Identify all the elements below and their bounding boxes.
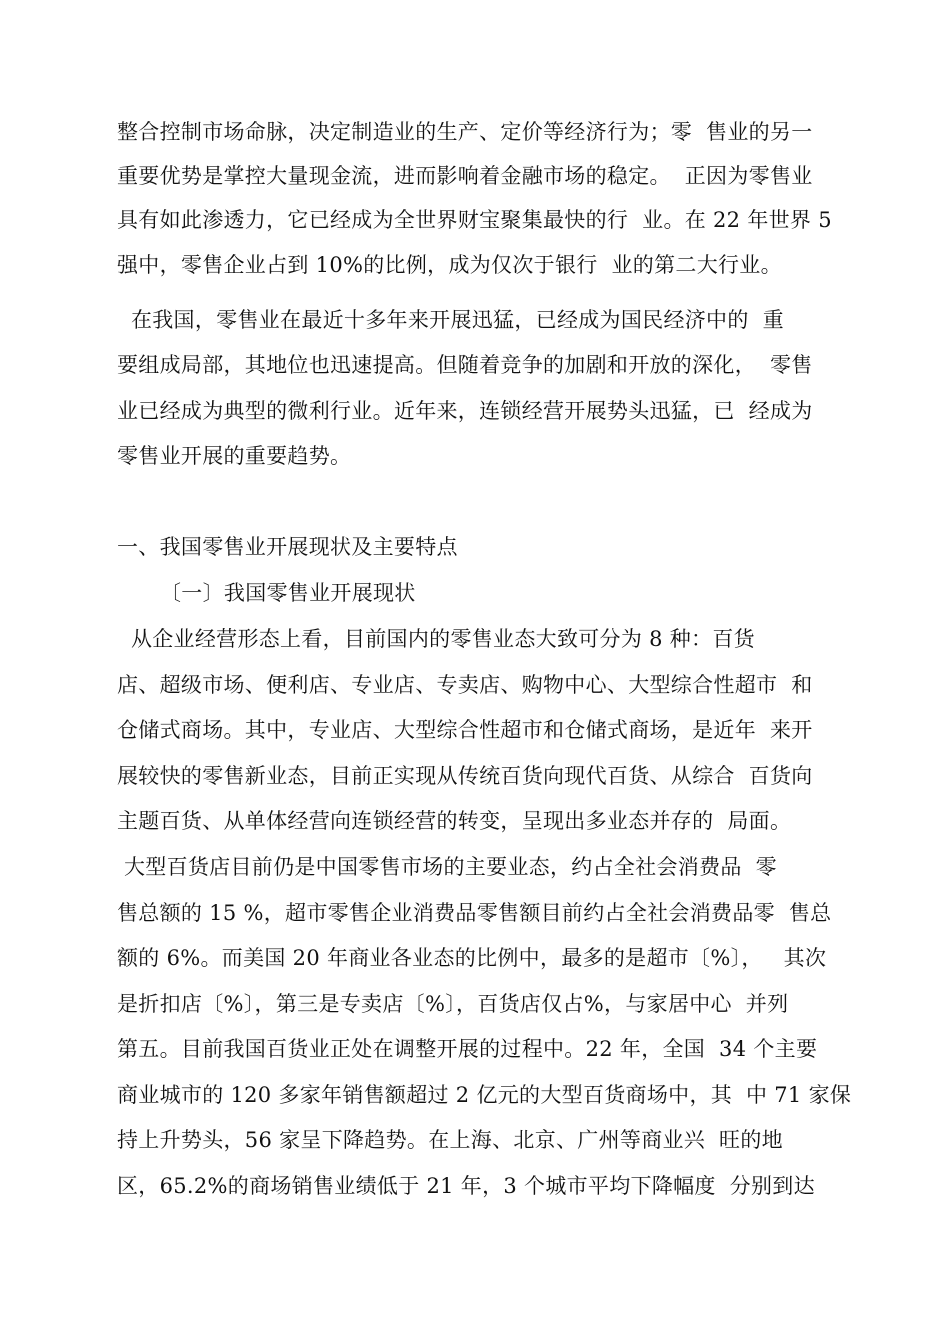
paragraph-2-line-2: 要组成局部，其地位也迅速提高。但随着竞争的加剧和开放的深化， 零售 <box>117 353 813 377</box>
paragraph-4-line-1: 大型百货店目前仍是中国零售市场的主要业态，约占全社会消费品 零 <box>117 855 777 879</box>
paragraph-1-line-1: 整合控制市场命脉，决定制造业的生产、定价等经济行为；零 售业的另一 <box>117 120 813 144</box>
paragraph-3-line-5: 主题百货、从单体经营向连锁经营的转变，呈现出多业态并存的 局面。 <box>117 809 792 833</box>
subsection-heading: 〔一〕我国零售业开展现状 <box>160 581 416 605</box>
paragraph-4-line-4: 是折扣店〔%〕，第三是专卖店〔%〕，百货店仅占%，与家居中心 并列 <box>117 992 789 1016</box>
paragraph-3-line-4: 展较快的零售新业态，目前正实现从传统百货向现代百货、从综合 百货向 <box>117 764 813 788</box>
paragraph-1-line-3: 具有如此渗透力，它已经成为全世界财宝聚集最快的行 业。在 22 年世界 5 <box>117 208 832 232</box>
paragraph-1-line-2: 重要优势是掌控大量现金流，进而影响着金融市场的稳定。 正因为零售业 <box>117 164 813 188</box>
paragraph-2-line-1: 在我国，零售业在最近十多年来开展迅猛，已经成为国民经济中的 重 <box>117 308 784 332</box>
paragraph-4-line-3: 额的 6%。而美国 20 年商业各业态的比例中，最多的是超市〔%〕， 其次 <box>117 946 827 970</box>
paragraph-2-line-3: 业已经成为典型的微利行业。近年来，连锁经营开展势头迅猛，已 经成为 <box>117 399 813 423</box>
section-heading: 一、我国零售业开展现状及主要特点 <box>117 535 458 559</box>
paragraph-4-line-2: 售总额的 15 %，超市零售企业消费品零售额目前约占全社会消费品零 售总 <box>117 901 832 925</box>
paragraph-2-line-4: 零售业开展的重要趋势。 <box>117 444 352 468</box>
paragraph-3-line-1: 从企业经营形态上看，目前国内的零售业态大致可分为 8 种：百货 <box>117 627 755 651</box>
paragraph-4-line-7: 持上升势头，56 家呈下降趋势。在上海、北京、广州等商业兴 旺的地 <box>117 1128 783 1152</box>
paragraph-3-line-3: 仓储式商场。其中，专业店、大型综合性超市和仓储式商场，是近年 来开 <box>117 718 813 742</box>
paragraph-3-line-2: 店、超级市场、便利店、专业店、专卖店、购物中心、大型综合性超市 和 <box>117 673 813 697</box>
paragraph-4-line-6: 商业城市的 120 多家年销售额超过 2 亿元的大型百货商场中，其 中 71 家保 <box>117 1083 852 1107</box>
paragraph-4-line-5: 第五。目前我国百货业正处在调整开展的过程中。22 年，全国 34 个主要 <box>117 1037 818 1061</box>
paragraph-4-line-8: 区，65.2%的商场销售业绩低于 21 年，3 个城市平均下降幅度 分别到达 <box>117 1174 815 1198</box>
paragraph-1-line-4: 强中，零售企业占到 10%的比例，成为仅次于银行 业的第二大行业。 <box>117 253 782 277</box>
